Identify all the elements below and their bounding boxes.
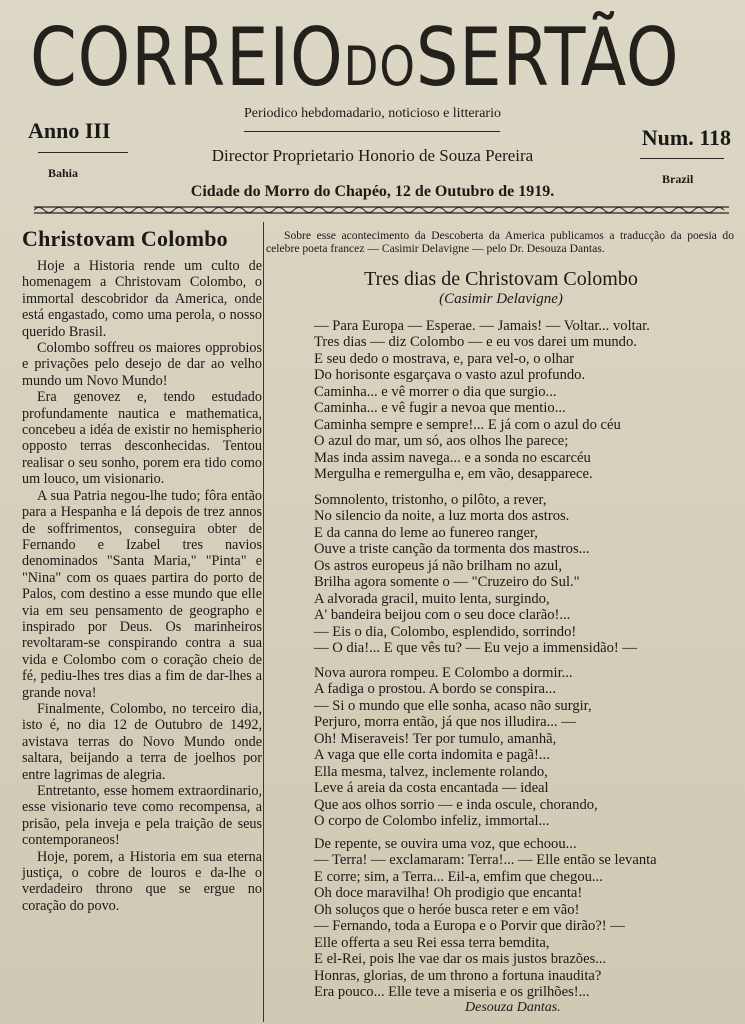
column-rule	[263, 222, 264, 1022]
left-paragraph-3: Era genovez e, tendo estudado profundamente nautica e mathematica, concebeu a idéa de existir no hemispherio opposto terras desconhecidas. Tentou realisar o seu sonho, porem era tido como um louco, um visionario.	[22, 389, 262, 488]
poem-line: Do horisonte esgarçava o vasto azul profundo.	[314, 367, 586, 384]
poem-line: E da canna do leme ao funereo ranger,	[314, 524, 538, 541]
poem-line: Brilha agora somente o — "Cruzeiro do Sul."	[314, 574, 580, 591]
ornamental-divider	[34, 204, 729, 216]
poem-line: A fadiga o prostou. A bordo se conspira...	[314, 681, 556, 698]
poem-line: De repente, se ouvira uma voz, que echoou...	[314, 836, 577, 852]
poem-line: A vaga que elle corta indomita e pagã!...	[314, 747, 550, 764]
poem-line: E el-Rei, pois lhe vae dar os mais justos brazões...	[314, 951, 607, 968]
poem-title: Tres dias de Christovam Colombo	[364, 268, 638, 290]
poem-stanza-3	[314, 665, 734, 830]
left-paragraph-6: Entretanto, esse homem extraordinario, esse visionario teve como recompensa, a prisão, pela inveja e pela traição de seus contemporaneos!	[22, 783, 262, 849]
poem-line: — Terra! — exclamaram: Terra!... — Elle então se levanta	[314, 852, 657, 869]
poem-line: Caminha... e vê morrer o dia que surgio...	[314, 383, 557, 400]
place-left: Bahia	[48, 166, 79, 180]
poem-stanza-1	[314, 318, 734, 483]
masthead-word-sertao: SERTÃO	[415, 11, 680, 104]
poem-line: E corre; sim, a Terra... Eil-a, emfim que chegou...	[314, 868, 603, 885]
poem-line: — Eis o dia, Colombo, esplendido, sorrindo!	[314, 623, 577, 640]
poem-signature: Desouza Dantas.	[465, 1000, 561, 1015]
director-line: Director Proprietario Honorio de Souza Pereira	[211, 146, 534, 165]
poem-line: Caminha... e vê fugir a nevoa que mentio...	[314, 400, 566, 417]
poem-line: Mergulha e remergulha e, em vão, desapparece.	[314, 466, 593, 483]
left-article-title: Christovam Colombo	[22, 226, 228, 251]
poem-line: Ouve a triste canção da tormenta dos mastros...	[314, 541, 590, 558]
subtitle-rule	[244, 131, 500, 132]
poem-line: Que aos olhos sorrio — e inda oscule, chorando,	[314, 796, 598, 813]
poem-stanza-2	[314, 492, 734, 657]
left-article	[22, 226, 262, 914]
poem-line: — Fernando, toda a Europa e o Porvir que dirão?! —	[314, 918, 625, 935]
poem-line: Oh! Miseraveis! Ter por tumulo, amanhã,	[314, 730, 557, 747]
issue-number: Num. 118	[641, 125, 731, 150]
poem-author: (Casimir Delavigne)	[439, 291, 563, 307]
poem-line: Elle offerta a seu Rei essa terra bemdita,	[314, 934, 550, 951]
poem-line: Era pouco... Elle teve a miseria e os grilhões!...	[314, 984, 590, 1001]
poem-line: Oh doce maravilha! Oh prodigio que encanta!	[314, 885, 583, 902]
poem-line: Mas inda assim navega... e a sonda no escarcéu	[314, 449, 591, 466]
poem-line: Somnolento, tristonho, o pilôto, a rever,	[314, 492, 547, 508]
poem-line: No silencio da noite, a luz morta dos astros.	[314, 508, 570, 525]
left-paragraph-5: Finalmente, Colombo, no terceiro dia, isto é, no dia 12 de Outubro de 1492, avistava terras do Novo Mundo onde saltara, beijando a terra de joelhos por entre lagrimas de alegria.	[22, 700, 262, 783]
masthead-word-correio: CORREIO	[30, 11, 344, 104]
city-date-line: Cidade do Morro do Chapéo, 12 de Outubro de 1919.	[190, 183, 555, 200]
poem-line: — Para Europa — Esperae. — Jamais! — Voltar... voltar.	[314, 318, 650, 334]
masthead-word-do: DO	[343, 35, 416, 98]
masthead-title	[30, 11, 680, 104]
poem-line: O azul do mar, um só, aos olhos lhe parece;	[314, 433, 569, 450]
poem-line: Caminha sempre e sempre!... E já com o azul do céu	[314, 416, 621, 433]
poem-line: Os astros europeus já não brilham no azul,	[314, 557, 563, 574]
poem-line: Oh soluços que o heróe busca reter e em vão!	[314, 901, 580, 918]
poem-line: Perjuro, morra então, já que nos illudira... —	[314, 714, 576, 731]
poem-line: Ella mesma, talvez, inclemente rolando,	[314, 763, 548, 780]
left-paragraph-7: Hoje, porem, a Historia em sua eterna justiça, o cobre de louros e da-lhe o verdadeiro throno que se ergue no coração do povo.	[22, 848, 262, 914]
poem-line: O corpo de Colombo infeliz, immortal...	[314, 813, 550, 830]
poem-line: — Si o mundo que elle sonha, acaso não surgir,	[314, 697, 592, 714]
poem-line: Nova aurora rompeu. E Colombo a dormir...	[314, 665, 573, 681]
poem-line: — O dia!... E que vês tu? — Eu vejo a immensidão! —	[314, 640, 638, 657]
left-paragraph-4: A sua Patria negou-lhe tudo; fôra então para a Hespanha e lá depois de trez annos de soffrimentos, conseguira obter de Fernando e Izabel tres navios denominados "Santa Maria," "Pinta" e "Nina" com os quaes partira do porto de Palos, com destino a esse mundo que elle via em seu pensamento de geographo e inspirado por Deus. Os marinheiros revoltaram-se conspirando contra a sua vida e Colombo com o coração cheio de fé, pediu-lhes tres dias a fim de dar-lhes a grande nova!	[22, 487, 262, 701]
left-paragraph-1: Hoje a Historia rende um culto de homenagem a Christovam Colombo, o immortal descobridor da America, onde está engastado, como uma perola, o nosso querido Brasil.	[22, 258, 262, 340]
poem-line: A' bandeira beijou com o seu doce clarão!...	[314, 607, 571, 624]
poem-line: E seu dedo o mostrava, e, para vel-o, o olhar	[314, 350, 575, 367]
left-paragraph-2: Colombo soffreu os maiores opprobios e privações pelo desejo de dar ao velho mundo um Novo Mundo!	[22, 340, 262, 389]
poem-line: Tres dias — diz Colombo — e eu vos darei um mundo.	[314, 334, 637, 351]
poem-line: A alvorada gracil, muito lenta, surgindo,	[314, 590, 550, 607]
year-label: Anno III	[28, 118, 111, 143]
poem-line: Honras, glorias, de um throno a fortuna inaudita?	[314, 967, 602, 984]
poem-line: Leve á areia da costa encantada — ideal	[314, 780, 549, 797]
poem-stanza-4	[314, 836, 734, 1001]
masthead-subtitle: Periodico hebdomadario, noticioso e litterario	[244, 106, 501, 121]
place-right: Brazil	[662, 172, 694, 186]
right-intro: Sobre esse acontecimento da Descoberta da America publicamos a traducção da poesia do celebre poeta francez — Casimir Delavigne — pelo Dr. Desouza Dantas.	[266, 229, 734, 255]
